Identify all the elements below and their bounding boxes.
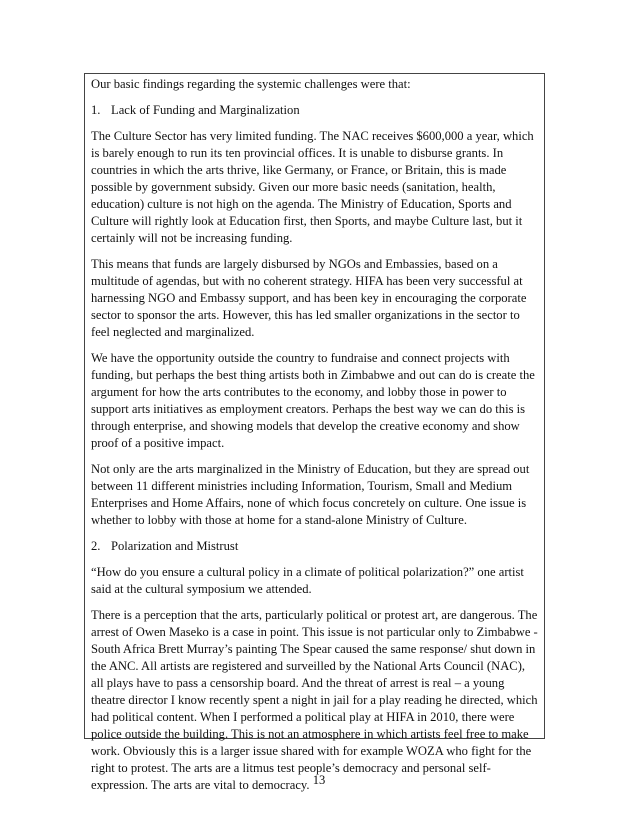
paragraph-funding: The Culture Sector has very limited funding. The NAC receives $600,000 a year, which is barely enough to run its ten provincial offices. It is unable to disburse grants. In countries in which the arts thrive, like Germany, or France, or Britain, this is made possible by government subsidy. Given our more basic needs (sanitation, health, education) culture is not high on the agenda. The Ministry of Education, Sports and Culture will rightly look at Education first, then Sports, and maybe Culture last, but it certainly will not be increasing funding. <box>91 129 534 245</box>
paragraph-perception: There is a perception that the arts, particularly political or protest art, are dangerous. The arrest of Owen Maseko is a case in point. This issue is not particular only to Zimbabwe - South Africa Brett Murray’s painting The Spear caused the same response/ shut down in the ANC. All artists are registered and surveilled by the National Arts Council (NAC), all plays have to pass a censorship board. And the threat of arrest is real – a young theatre director I know recently spent a night in jail for a play reading he directed, which had political content. When I performed a political play at HIFA in 2010, there were police outside the building. This is not an atmosphere in which artists feel free to make work. Obviously this is a larger issue shared with for example WOZA who fight for the right to protest. The arts are a litmus test people’s democracy and personal self-expression. The arts are vital to democracy. <box>91 608 538 792</box>
paragraph-ngos: This means that funds are largely disbursed by NGOs and Embassies, based on a multitude of agendas, but with no coherent strategy. HIFA has been very successful at harnessing NGO and Embassy support, and has been key in encouraging the corporate sector to sponsor the arts. However, this has led smaller organizations in the sector to feel neglected and marginalized. <box>91 257 527 339</box>
page-number: 13 <box>312 773 326 787</box>
paragraph-opportunity: We have the opportunity outside the country to fundraise and connect projects with funding, but perhaps the best thing artists both in Zimbabwe and out can do is create the argument for how the arts contributes to the economy, and lobby those in power to support arts initiatives as employment creators. Perhaps the best way we can do this is through enterprise, and showing models that develop the creative economy and show proof of a positive impact. <box>91 351 535 450</box>
section-1-title: Lack of Funding and Marginalization <box>111 103 300 117</box>
section-2-heading <box>91 538 538 555</box>
section-2-number: 2. <box>91 539 101 553</box>
intro-text: Our basic findings regarding the systemic challenges were that: <box>91 77 411 91</box>
paragraph-ministries: Not only are the arts marginalized in the Ministry of Education, but they are spread out between 11 different ministries including Information, Tourism, Small and Medium Enterprises and Home Affairs, none of which focus concretely on culture. One issue is whether to lobby with those at home for a stand-alone Ministry of Culture. <box>91 462 530 527</box>
paragraph-quote: “How do you ensure a cultural policy in a climate of political polarization?” one artist said at the cultural symposium we attended. <box>91 565 524 596</box>
section-1-heading <box>91 102 538 119</box>
section-2-title: Polarization and Mistrust <box>111 539 239 553</box>
section-1-number: 1. <box>91 103 101 117</box>
